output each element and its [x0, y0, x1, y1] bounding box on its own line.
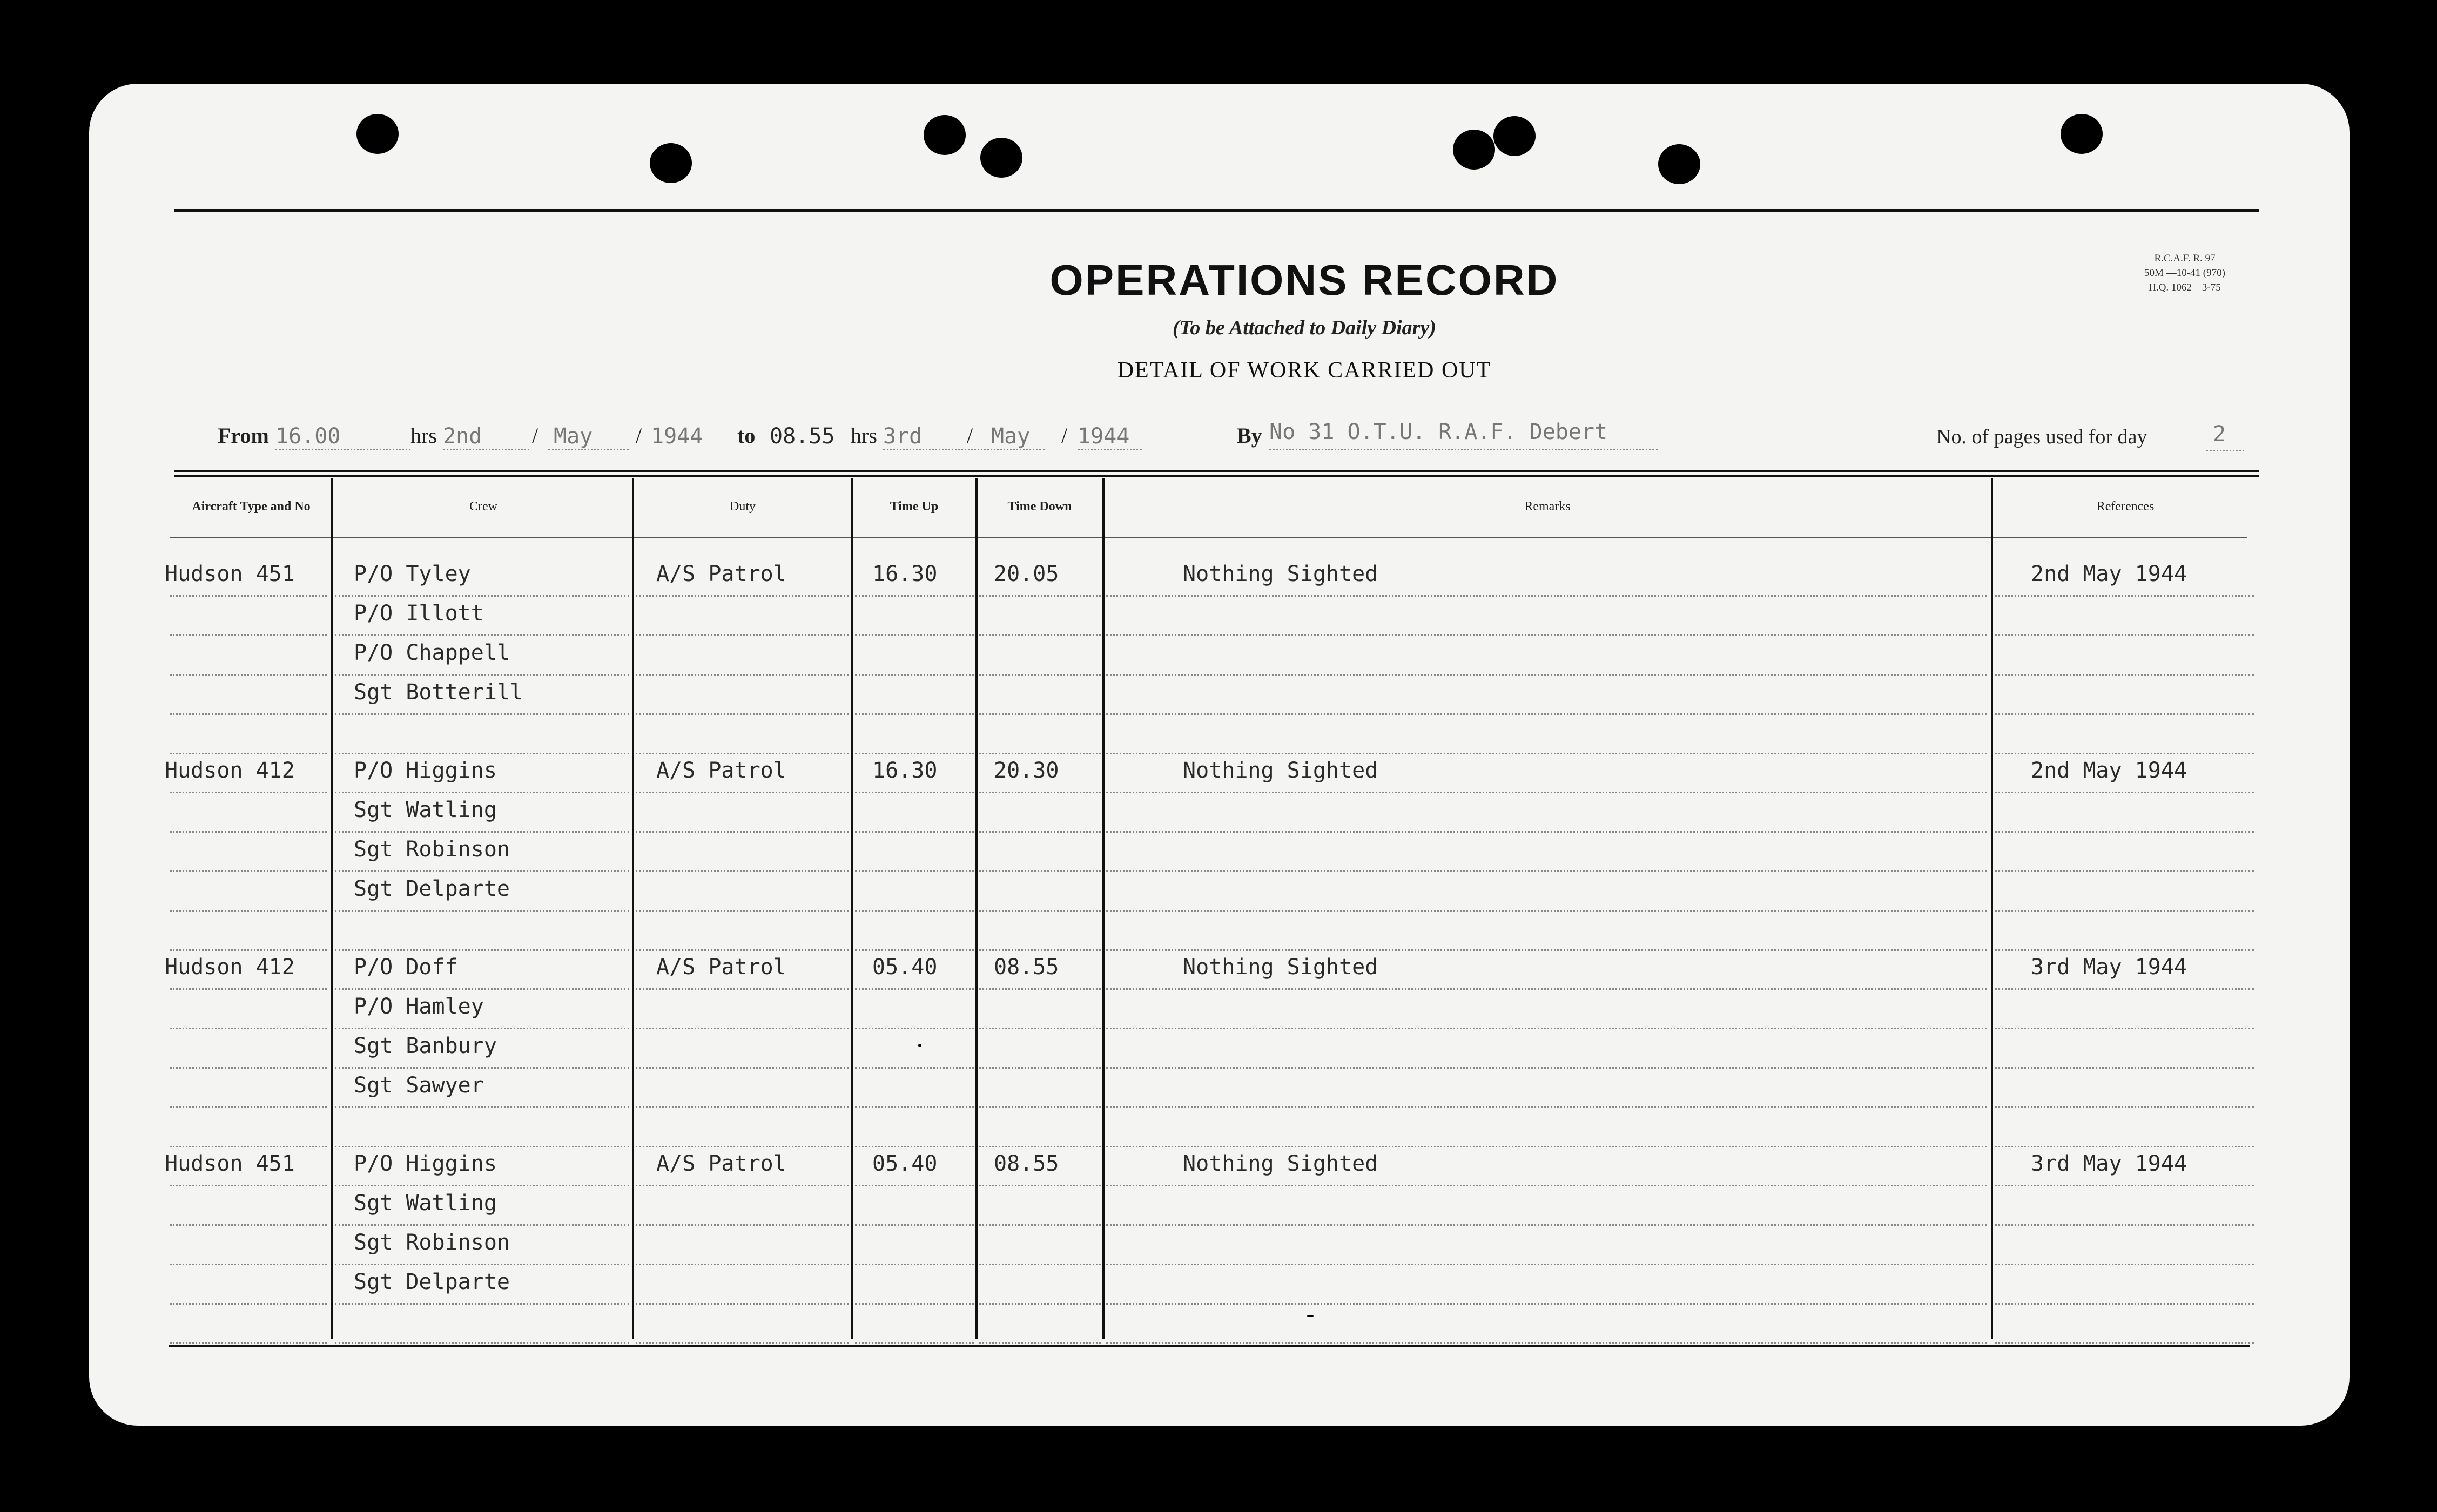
dotted-line — [1995, 1146, 2254, 1148]
dotted-line — [1995, 870, 2254, 872]
time-down-cell: 08.55 — [994, 955, 1059, 980]
dotted-line — [855, 1106, 974, 1108]
dotted-line — [443, 449, 529, 450]
column-header-time-up: Time Up — [890, 500, 939, 514]
dotted-line — [170, 674, 327, 676]
aircraft-cell: Hudson 412 — [165, 955, 295, 980]
date-separator: / — [967, 423, 973, 448]
hrs-label: hrs — [410, 423, 437, 448]
dotted-line — [979, 1146, 1101, 1148]
dotted-line — [979, 1224, 1101, 1226]
hrs-label: hrs — [851, 423, 877, 448]
punch-hole — [1658, 144, 1700, 184]
dotted-line — [855, 1303, 974, 1305]
time-down-cell: 08.55 — [994, 1151, 1059, 1176]
dotted-line — [170, 1342, 327, 1344]
crew-member: P/O Higgins — [354, 1151, 497, 1176]
speck — [1307, 1315, 1314, 1317]
dotted-line — [636, 1342, 849, 1344]
date-separator: / — [636, 423, 642, 448]
crew-member: P/O Chappell — [354, 640, 510, 665]
dotted-line — [335, 1224, 629, 1226]
dotted-line — [636, 910, 849, 912]
dotted-line — [335, 1303, 629, 1305]
dotted-line — [335, 988, 629, 990]
dotted-line — [1995, 634, 2254, 636]
dotted-line — [636, 1067, 849, 1069]
by-value: No 31 O.T.U. R.A.F. Debert — [1269, 420, 1608, 444]
time-up-cell: 16.30 — [872, 758, 938, 783]
dotted-line — [855, 988, 974, 990]
dotted-line — [636, 634, 849, 636]
top-rule — [174, 209, 2259, 212]
dotted-line — [855, 1028, 974, 1029]
dotted-line — [335, 910, 629, 912]
punch-hole — [356, 114, 399, 154]
column-header-time-down: Time Down — [1007, 500, 1072, 514]
dotted-line — [170, 1224, 327, 1226]
dotted-line — [170, 1067, 327, 1069]
dotted-line — [1106, 1106, 1987, 1108]
dotted-line — [170, 1185, 327, 1186]
dotted-line — [335, 792, 629, 793]
column-rule — [975, 478, 978, 1339]
dotted-line — [1995, 792, 2254, 793]
reference-cell: 2nd May 1944 — [2031, 758, 2187, 783]
bottom-rule — [169, 1345, 2250, 1347]
dotted-line — [979, 674, 1101, 676]
dotted-line — [1995, 595, 2254, 597]
column-header-remarks: Remarks — [1524, 500, 1571, 514]
dotted-line — [1106, 634, 1987, 636]
dotted-line — [855, 831, 974, 833]
dotted-line — [1995, 713, 2254, 715]
dotted-line — [855, 1342, 974, 1344]
crew-member: P/O Illott — [354, 601, 484, 626]
dotted-line — [979, 949, 1101, 951]
by-label: By — [1237, 423, 1262, 448]
pages-value: 2 — [2213, 422, 2226, 447]
dotted-line — [335, 1185, 629, 1186]
dotted-line — [979, 1342, 1101, 1344]
to-month: May — [991, 424, 1031, 449]
page-title: OPERATIONS RECORD — [1049, 256, 1559, 304]
aircraft-cell: Hudson 412 — [165, 758, 295, 783]
dotted-line — [1106, 1264, 1987, 1265]
dotted-line — [979, 870, 1101, 872]
dotted-line — [979, 753, 1101, 754]
dotted-line — [636, 1303, 849, 1305]
remarks-cell: Nothing Sighted — [1183, 562, 1378, 586]
dotted-line — [170, 831, 327, 833]
dotted-line — [1078, 449, 1142, 450]
to-day: 3rd — [883, 424, 923, 449]
time-up-cell: 05.40 — [872, 1151, 938, 1176]
from-day: 2nd — [443, 424, 482, 449]
dotted-line — [1106, 1028, 1987, 1029]
dotted-line — [170, 1028, 327, 1029]
dotted-line — [335, 674, 629, 676]
dotted-line — [170, 1303, 327, 1305]
dotted-line — [636, 1028, 849, 1029]
dotted-line — [1995, 1067, 2254, 1069]
dotted-line — [335, 634, 629, 636]
crew-member: P/O Tyley — [354, 562, 471, 586]
duty-cell: A/S Patrol — [656, 955, 786, 980]
dotted-line — [335, 1067, 629, 1069]
dotted-line — [170, 988, 327, 990]
reference-cell: 3rd May 1944 — [2031, 1151, 2187, 1176]
to-label: to — [737, 423, 756, 448]
dotted-line — [979, 910, 1101, 912]
dotted-line — [636, 1264, 849, 1265]
dotted-line — [1106, 988, 1987, 990]
crew-member: P/O Doff — [354, 955, 458, 980]
crew-member: Sgt Botterill — [354, 680, 523, 705]
dotted-line — [979, 1264, 1101, 1265]
dotted-line — [636, 1224, 849, 1226]
dotted-line — [1106, 792, 1987, 793]
dotted-line — [855, 753, 974, 754]
column-rule — [1991, 478, 1993, 1339]
dotted-line — [855, 792, 974, 793]
dotted-line — [855, 1185, 974, 1186]
dotted-line — [335, 1106, 629, 1108]
dotted-line — [170, 1146, 327, 1148]
dotted-line — [1995, 1264, 2254, 1265]
dotted-line — [1106, 1224, 1987, 1226]
dotted-line — [170, 753, 327, 754]
dotted-line — [855, 595, 974, 597]
dotted-line — [1106, 870, 1987, 872]
dotted-line — [979, 634, 1101, 636]
punch-hole — [924, 115, 966, 155]
to-year: 1944 — [1078, 424, 1130, 449]
crew-member: Sgt Delparte — [354, 876, 510, 901]
punch-hole — [1453, 130, 1495, 170]
dotted-line — [979, 595, 1101, 597]
dotted-line — [636, 792, 849, 793]
crew-member: Sgt Banbury — [354, 1034, 497, 1058]
crew-member: Sgt Sawyer — [354, 1073, 484, 1098]
column-rule — [851, 478, 853, 1339]
dotted-line — [855, 1224, 974, 1226]
table-top-rule — [174, 470, 2259, 472]
column-header-aircraft: Aircraft Type and No — [192, 500, 311, 514]
remarks-cell: Nothing Sighted — [1183, 758, 1378, 783]
dotted-line — [1995, 1106, 2254, 1108]
aircraft-cell: Hudson 451 — [165, 1151, 295, 1176]
dotted-line — [170, 713, 327, 715]
date-separator: / — [532, 423, 538, 448]
dotted-line — [170, 634, 327, 636]
dotted-line — [1106, 1185, 1987, 1186]
remarks-cell: Nothing Sighted — [1183, 1151, 1378, 1176]
dotted-line — [1995, 910, 2254, 912]
column-rule — [632, 478, 634, 1339]
dotted-line — [855, 870, 974, 872]
crew-member: P/O Higgins — [354, 758, 497, 783]
punch-hole — [2061, 114, 2103, 154]
column-rule — [1102, 478, 1105, 1339]
column-header-duty: Duty — [730, 500, 756, 514]
dotted-line — [170, 1106, 327, 1108]
dotted-line — [2206, 450, 2244, 451]
dotted-line — [636, 870, 849, 872]
form-number — [2120, 251, 2250, 295]
dotted-line — [1995, 1224, 2254, 1226]
dotted-line — [335, 831, 629, 833]
dotted-line — [335, 1264, 629, 1265]
dotted-line — [1106, 713, 1987, 715]
dotted-line — [170, 792, 327, 793]
dotted-line — [1106, 1067, 1987, 1069]
dotted-line — [883, 449, 1045, 450]
duty-cell: A/S Patrol — [656, 562, 786, 586]
dotted-line — [1995, 1028, 2254, 1029]
time-down-cell: 20.05 — [994, 562, 1059, 586]
form-number-line: H.Q. 1062—3-75 — [2149, 282, 2221, 293]
crew-member: Sgt Watling — [354, 798, 497, 822]
time-up-cell: 05.40 — [872, 955, 938, 980]
to-time: 08.55 — [770, 424, 835, 449]
dotted-line — [979, 713, 1101, 715]
crew-member: Sgt Delparte — [354, 1270, 510, 1294]
dotted-line — [855, 674, 974, 676]
dotted-line — [979, 1185, 1101, 1186]
dotted-line — [1995, 949, 2254, 951]
dotted-line — [335, 713, 629, 715]
crew-member: Sgt Robinson — [354, 1230, 510, 1255]
header-rule — [170, 537, 2247, 538]
dotted-line — [1995, 988, 2254, 990]
dotted-line — [855, 949, 974, 951]
dotted-line — [170, 1264, 327, 1265]
crew-member: P/O Hamley — [354, 994, 484, 1019]
punch-hole — [1493, 116, 1536, 156]
dotted-line — [1106, 1303, 1987, 1305]
dotted-line — [855, 910, 974, 912]
page-subtitle: (To be Attached to Daily Diary) — [1173, 316, 1436, 339]
detail-heading: DETAIL OF WORK CARRIED OUT — [1117, 358, 1492, 383]
dotted-line — [1106, 949, 1987, 951]
dotted-line — [335, 1342, 629, 1344]
dotted-line — [170, 910, 327, 912]
dotted-line — [979, 831, 1101, 833]
from-time: 16.00 — [275, 424, 341, 449]
dotted-line — [548, 449, 629, 450]
dotted-line — [636, 713, 849, 715]
dotted-line — [855, 634, 974, 636]
dotted-line — [979, 1106, 1101, 1108]
dotted-line — [1995, 1342, 2254, 1344]
dotted-line — [979, 1067, 1101, 1069]
dotted-line — [636, 1185, 849, 1186]
dotted-line — [335, 1028, 629, 1029]
from-label: From — [218, 423, 269, 448]
dotted-line — [855, 1264, 974, 1265]
dotted-line — [636, 595, 849, 597]
reference-cell: 3rd May 1944 — [2031, 955, 2187, 980]
punch-hole — [980, 138, 1022, 178]
dotted-line — [335, 595, 629, 597]
time-down-cell: 20.30 — [994, 758, 1059, 783]
dotted-line — [335, 753, 629, 754]
speck — [918, 1044, 921, 1047]
column-rule — [331, 478, 333, 1339]
dotted-line — [1106, 831, 1987, 833]
dotted-line — [170, 595, 327, 597]
table-top-rule — [174, 475, 2259, 477]
pages-label: No. of pages used for day — [1936, 426, 2147, 448]
from-month: May — [554, 424, 593, 449]
dotted-line — [636, 988, 849, 990]
remarks-cell: Nothing Sighted — [1183, 955, 1378, 980]
operations-record-card — [89, 84, 2350, 1426]
dotted-line — [335, 949, 629, 951]
dotted-line — [979, 988, 1101, 990]
crew-member: Sgt Watling — [354, 1191, 497, 1216]
crew-member: Sgt Robinson — [354, 837, 510, 862]
dotted-line — [170, 949, 327, 951]
dotted-line — [636, 1106, 849, 1108]
dotted-line — [636, 831, 849, 833]
column-header-references: References — [2096, 500, 2155, 514]
dotted-line — [1106, 1342, 1987, 1344]
dotted-line — [1106, 753, 1987, 754]
dotted-line — [1106, 910, 1987, 912]
duty-cell: A/S Patrol — [656, 1151, 786, 1176]
dotted-line — [335, 870, 629, 872]
dotted-line — [1106, 595, 1987, 597]
punch-hole — [650, 143, 692, 183]
dotted-line — [1106, 674, 1987, 676]
dotted-line — [855, 1067, 974, 1069]
date-separator: / — [1061, 423, 1068, 448]
dotted-line — [275, 449, 410, 450]
dotted-line — [636, 1146, 849, 1148]
dotted-line — [1995, 1303, 2254, 1305]
dotted-line — [636, 753, 849, 754]
form-number-line: R.C.A.F. R. 97 — [2154, 253, 2216, 264]
from-year: 1944 — [651, 424, 703, 449]
dotted-line — [855, 713, 974, 715]
dotted-line — [1995, 1185, 2254, 1186]
reference-cell: 2nd May 1944 — [2031, 562, 2187, 586]
duty-cell: A/S Patrol — [656, 758, 786, 783]
dotted-line — [979, 792, 1101, 793]
dotted-line — [636, 949, 849, 951]
dotted-line — [855, 1146, 974, 1148]
column-header-crew: Crew — [469, 500, 497, 514]
dotted-line — [1995, 753, 2254, 754]
aircraft-cell: Hudson 451 — [165, 562, 295, 586]
dotted-line — [979, 1303, 1101, 1305]
dotted-line — [1269, 449, 1658, 450]
time-up-cell: 16.30 — [872, 562, 938, 586]
dotted-line — [335, 1146, 629, 1148]
dotted-line — [636, 674, 849, 676]
form-number-line: 50M —10-41 (970) — [2144, 267, 2225, 279]
dotted-line — [170, 870, 327, 872]
dotted-line — [1106, 1146, 1987, 1148]
dotted-line — [1995, 831, 2254, 833]
dotted-line — [979, 1028, 1101, 1029]
dotted-line — [1995, 674, 2254, 676]
